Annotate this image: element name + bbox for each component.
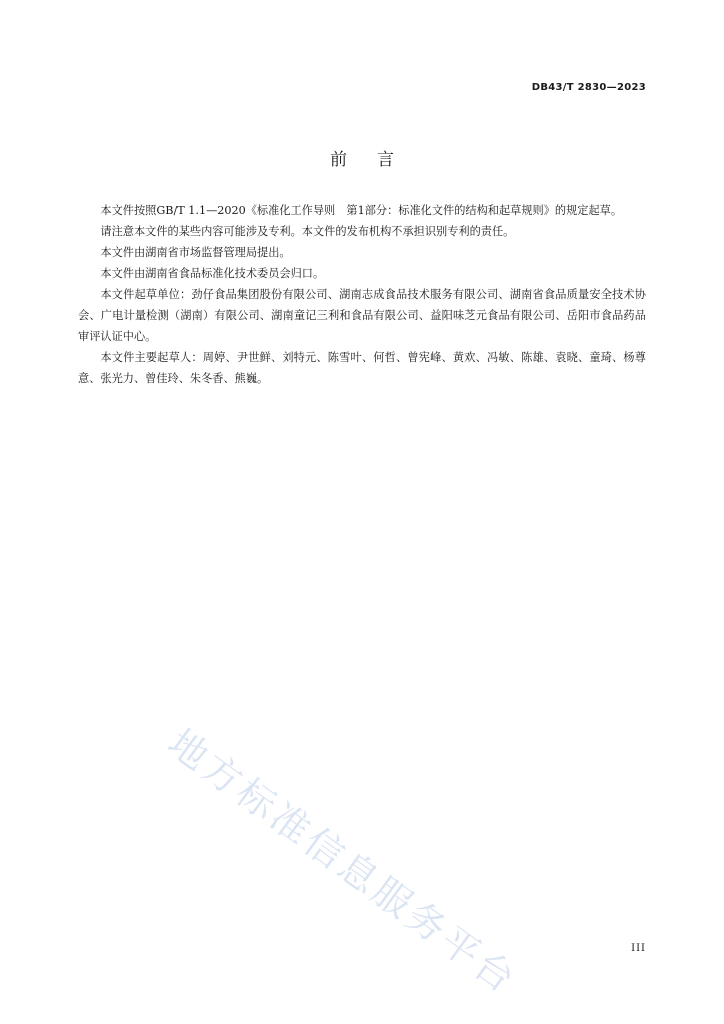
page-number: III [631, 943, 646, 954]
document-body [78, 200, 646, 389]
paragraph-centralized-by: 本文件由湖南省食品标准化技术委员会归口。 [100, 267, 325, 280]
document-number: DB43/T 2830—2023 [531, 82, 646, 93]
watermark: 地方标准信息服务平台 [160, 720, 526, 1004]
paragraph-patent-notice: 请注意本文件的某些内容可能涉及专利。本文件的发布机构不承担识别专利的责任。 [100, 225, 515, 238]
paragraph-proposed-by: 本文件由湖南省市场监督管理局提出。 [100, 246, 291, 259]
page-title: 前言 [330, 150, 424, 170]
paragraph-main-drafters: 本文件主要起草人：周婷、尹世鲜、刘特元、陈雪叶、何哲、曾宪峰、黄欢、冯敏、陈雄、袁晓、童琦、杨尊意、张光力、曾佳玲、朱冬香、熊巍。 [78, 351, 646, 385]
paragraph-drafting-rules: 本文件按照GB/T 1.1—2020《标准化工作导则 第1部分：标准化文件的结构和起草规则》的规定起草。 [100, 204, 623, 217]
paragraph-drafting-units: 本文件起草单位：劲仔食品集团股份有限公司、湖南志成食品技术服务有限公司、湖南省食品质量安全技术协会、广电计量检测（湖南）有限公司、湖南童记三利和食品有限公司、益阳味芝元食品有限公司、岳阳市食品药品审评认证中心。 [78, 288, 646, 343]
